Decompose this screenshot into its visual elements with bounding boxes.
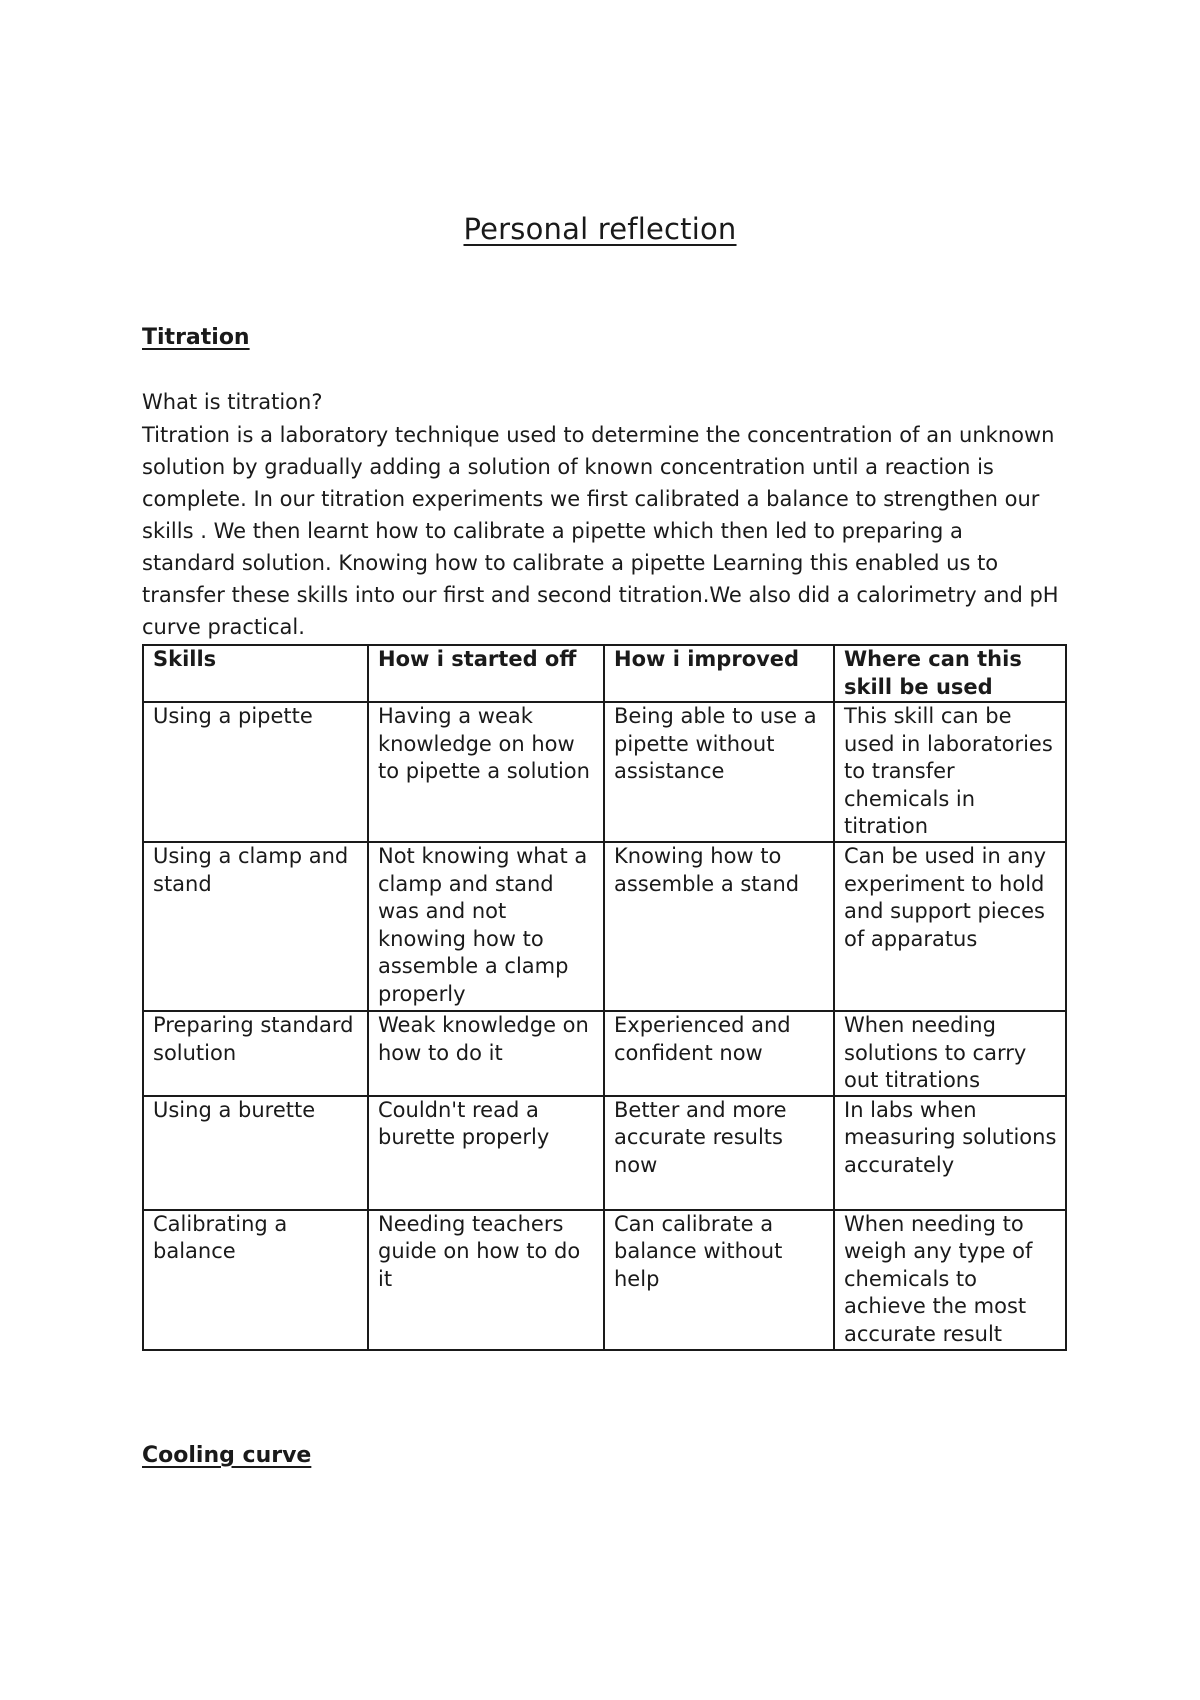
- skills-table: [142, 644, 1067, 1351]
- skill-cell: Using a pipette: [143, 702, 368, 842]
- header-started-off: How i started off: [368, 645, 604, 702]
- titration-question: What is titration?: [142, 390, 323, 414]
- started-off-cell: Couldn't read a burette properly: [368, 1096, 604, 1210]
- started-off-cell: Not knowing what a clamp and stand was and not knowing how to assemble a clamp properly: [368, 842, 604, 1011]
- skill-cell: Preparing standard solution: [143, 1011, 368, 1096]
- skill-cell: Calibrating a balance: [143, 1210, 368, 1350]
- skill-cell: Using a clamp and stand: [143, 842, 368, 1011]
- table-row: [143, 702, 1066, 842]
- header-improved: How i improved: [604, 645, 834, 702]
- where-used-cell: This skill can be used in laboratories to transfer chemicals in titration: [834, 702, 1066, 842]
- improved-cell: Better and more accurate results now: [604, 1096, 834, 1210]
- table-row: [143, 1011, 1066, 1096]
- started-off-cell: Needing teachers guide on how to do it: [368, 1210, 604, 1350]
- table-header-row: [143, 645, 1066, 702]
- titration-heading: Titration: [142, 325, 250, 350]
- where-used-cell: When needing solutions to carry out titrations: [834, 1011, 1066, 1096]
- where-used-cell: When needing to weigh any type of chemicals to achieve the most accurate result: [834, 1210, 1066, 1350]
- improved-cell: Can calibrate a balance without help: [604, 1210, 834, 1350]
- header-where-used: Where can this skill be used: [834, 645, 1066, 702]
- improved-cell: Experienced and confident now: [604, 1011, 834, 1096]
- skill-cell: Using a burette: [143, 1096, 368, 1210]
- improved-cell: Being able to use a pipette without assistance: [604, 702, 834, 842]
- cooling-curve-heading: Cooling curve: [142, 1443, 312, 1468]
- improved-cell: Knowing how to assemble a stand: [604, 842, 834, 1011]
- where-used-cell: In labs when measuring solutions accurately: [834, 1096, 1066, 1210]
- titration-paragraph: Titration is a laboratory technique used to determine the concentration of an unknown solution by gradually adding a solution of known concentration until a reaction is complete. In our titration experiments we first calibrated a balance to strengthen our skills . We then learnt how to calibrate a pipette which then led to preparing a standard solution. Knowing how to calibrate a pipette Learning this enabled us to transfer these skills into our first and second titration.We also did a calorimetry and pH curve practical.: [142, 423, 1059, 639]
- table-row: [143, 1096, 1066, 1210]
- page-title: Personal reflection: [463, 212, 737, 246]
- started-off-cell: Weak knowledge on how to do it: [368, 1011, 604, 1096]
- header-skills: Skills: [143, 645, 368, 702]
- table-row: [143, 842, 1066, 1011]
- table-row: [143, 1210, 1066, 1350]
- where-used-cell: Can be used in any experiment to hold and support pieces of apparatus: [834, 842, 1066, 1011]
- started-off-cell: Having a weak knowledge on how to pipette a solution: [368, 702, 604, 842]
